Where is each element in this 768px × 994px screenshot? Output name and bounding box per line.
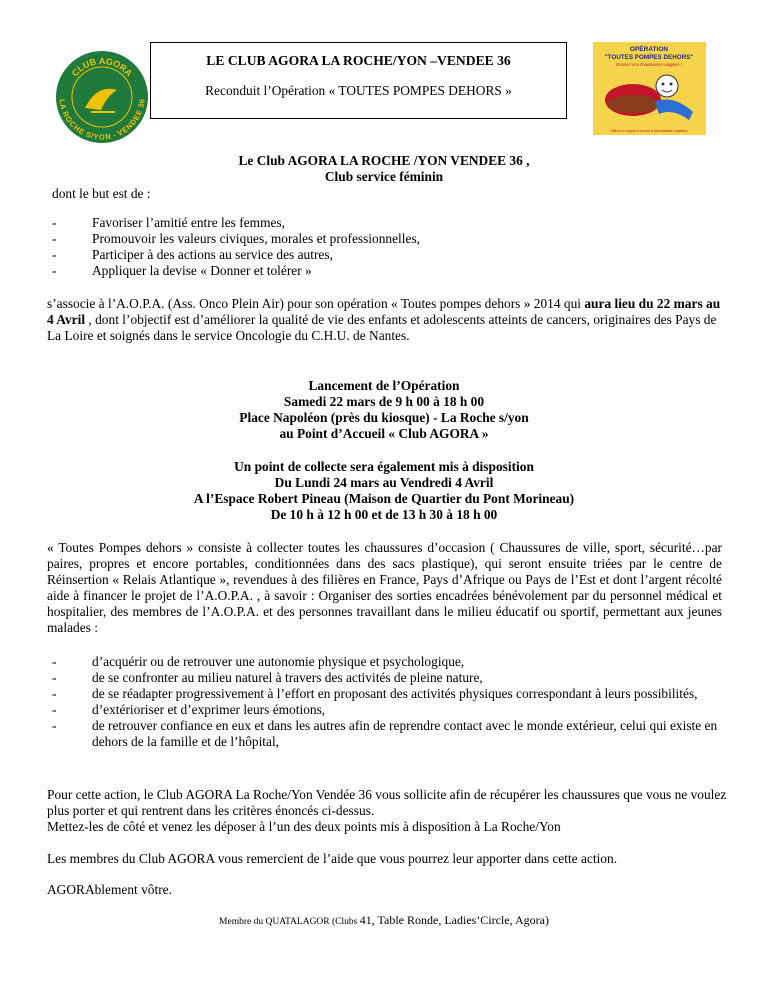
collect-block	[0, 459, 768, 523]
goal-item: - Participer à des actions au service des autres,	[52, 247, 333, 262]
title-box	[150, 42, 567, 119]
benefit-item: - de se confronter au milieu naturel à travers des activités de pleine nature,	[52, 670, 483, 685]
poster-tagline: Donnez vos chaussures usagées !	[616, 62, 682, 67]
footer-large-text: 41, Table Ronde, Ladies’Circle, Agora)	[359, 913, 549, 927]
poster-footer-text: Offrez un séjour à la mer à des enfants malades	[610, 129, 688, 133]
document-title: LE CLUB AGORA LA ROCHE/YON –VENDEE 36	[206, 53, 511, 68]
poster-eye-right-icon	[670, 83, 673, 86]
benefit-item: - d’acquérir ou de retrouver une autonomie physique et psychologique,	[52, 654, 465, 669]
intro-heading-1: Le Club AGORA LA ROCHE /YON VENDEE 36 ,	[238, 153, 530, 168]
collect-line: Du Lundi 24 mars au Vendredi 4 Avril	[274, 475, 494, 490]
club-agora-logo	[55, 50, 149, 144]
poster-eye-left-icon	[662, 83, 665, 86]
collect-line: De 10 h à 12 h 00 et de 13 h 30 à 18 h 00	[270, 507, 498, 522]
footer-note	[0, 912, 768, 930]
logo-bottom-text: LA ROCHE S/YON - VENDEE 36	[57, 98, 147, 142]
launch-block	[0, 378, 768, 442]
launch-line: Lancement de l’Opération	[308, 378, 460, 393]
benefit-item: - d’extérioriser et d’exprimer leurs émotions,	[52, 702, 326, 717]
goal-item: - Favoriser l’amitié entre les femmes,	[52, 215, 285, 230]
thanks-text: Les membres du Club AGORA vous remercient de l’aide que vous pourrez leur apporter dans cette action.	[47, 851, 618, 866]
benefits-list	[52, 654, 722, 750]
collect-line: Un point de collecte sera également mis à disposition	[234, 459, 534, 474]
poster-title-line1: OPÉRATION	[629, 46, 669, 53]
goal-item: - Promouvoir les valeurs civiques, morales et professionnelles,	[52, 231, 420, 246]
logo-top-text: CLUB AGORA	[69, 55, 135, 79]
operation-poster	[593, 42, 706, 135]
paragraph-association: s’associe à l’A.O.P.A. (Ass. Onco Plein Air) pour son opération « Toutes pompes dehors » 2014 qui aura lieu du 22 mars au 4 Avril , dont l’objectif est d’améliorer la qualité de vie des enfants et adolescents atteints de cancers, originaires des Pays de La Loire et soignés dans le service Oncologie du C.H.U. de Nantes.	[47, 296, 721, 343]
document-subtitle: Reconduit l’Opération « TOUTES POMPES DEHORS »	[205, 83, 512, 98]
request-line: Mettez-les de côté et venez les déposer à l’un des deux points mis à disposition à La Roche/Yon	[47, 819, 561, 834]
collect-line: A l’Espace Robert Pineau (Maison de Quartier du Pont Morineau)	[193, 491, 575, 506]
paragraph-description: « Toutes Pompes dehors » consiste à collecter toutes les chaussures d’occasion ( Chaussures de ville, sport, sécurité…par paires, propres et encore portables, conditionnées dans des sacs plastique), qui seront ensuite triées par le centre de Réinsertion « Relais Atlantique », revendues à des filières en France, Pays d’Afrique ou Pays de l’Est et dont l’argent récolté aide à financer le projet de l’A.O.P.A. , à savoir : Organiser des sorties encadrées bénévolement par du personnel médical et hospitalier, des membres de l’A.O.P.A. et des personnes travaillant dans le milieu éducatif ou sportif, permettant aux jeunes malades :	[47, 540, 722, 635]
poster-child-face-icon	[656, 75, 678, 97]
intro-lead: dont le but est de :	[52, 186, 151, 201]
launch-line: Samedi 22 mars de 9 h 00 à 18 h 00	[283, 394, 485, 409]
goal-item: - Appliquer la devise « Donner et tolérer »	[52, 263, 312, 278]
goals-list	[52, 215, 712, 279]
benefit-item: - de retrouver confiance en eux et dans les autres afin de reprendre contact avec le monde extérieur, celui qui existe en dehors de la famille et de l’hôpital,	[52, 718, 718, 749]
benefit-item: - de se réadapter progressivement à l’effort en proposant des activités physiques correspondant à leurs possibilités,	[52, 686, 698, 701]
intro-heading-2: Club service féminin	[324, 169, 444, 184]
footer-small-text: Membre du QUATALAGOR (Clubs	[219, 917, 360, 927]
paragraph-request	[47, 787, 727, 835]
poster-shoe-sole-icon	[607, 95, 659, 113]
request-line: Pour cette action, le Club AGORA La Roche/Yon Vendée 36 vous sollicite afin de récupérer les chaussures que vous ne voulez plus porter et qui rentrent dans les critères énoncés ci-dessus.	[47, 787, 727, 818]
poster-title-line2: "TOUTES POMPES DEHORS"	[604, 54, 694, 61]
launch-line: Place Napoléon (près du kiosque) - La Roche s/yon	[239, 410, 529, 425]
launch-line: au Point d’Accueil « Club AGORA »	[279, 426, 489, 441]
signoff-text: AGORAblement vôtre.	[47, 882, 172, 897]
